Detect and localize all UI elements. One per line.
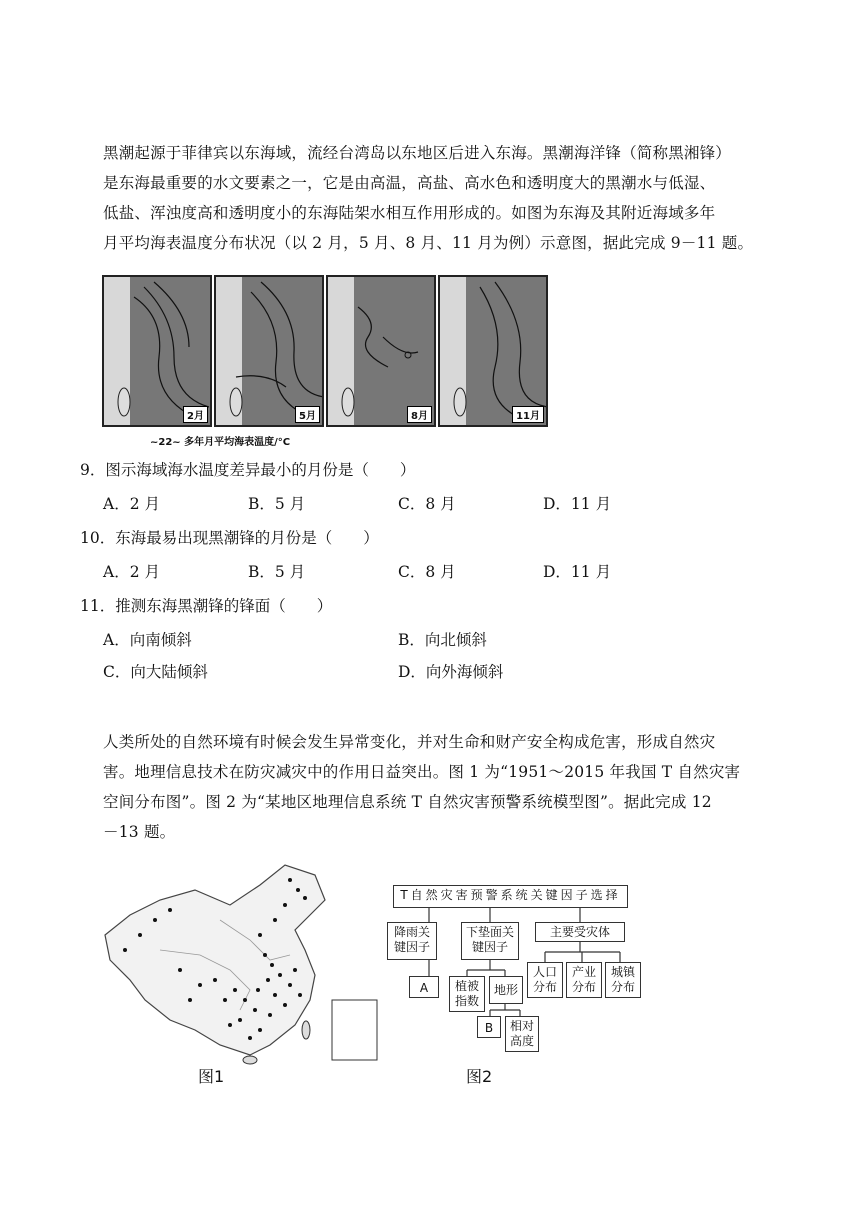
diagram-title-box: T自然灾害预警系统关键因子选择 [393,885,628,908]
warning-system-diagram [385,880,645,1070]
terrain-box: 地形 [489,976,523,1004]
relative-height-box: 相对高度 [505,1016,539,1052]
question-9-stem: 9．图示海域海水温度差异最小的月份是（ ） [80,461,416,479]
month-label: 5月 [295,406,320,423]
isotherm-lines [440,277,548,427]
q10-option-b: B．5 月 [248,563,306,581]
question-11-stem: 11．推测东海黑潮锋的锋面（ ） [80,597,333,615]
population-box: 人口分布 [527,962,563,998]
vegetation-index-box: 植被指数 [449,976,485,1012]
rain-factor-box: 降雨关键因子 [387,922,437,960]
q9-option-b: B．5 月 [248,495,306,513]
surface-factor-box: 下垫面关键因子 [461,922,519,960]
china-disaster-map [100,860,385,1070]
q10-option-d: D．11 月 [543,563,612,581]
month-label: 2月 [183,406,208,423]
month-label: 11月 [512,406,544,423]
q11-option-d: D．向外海倾斜 [398,663,504,681]
q11-option-c: C．向大陆倾斜 [103,663,208,681]
passage-2-line: 人类所处的自然环境有时候会发生异常变化，并对生命和财产安全构成危害，形成自然灾 [103,733,716,751]
q10-option-c: C．8 月 [398,563,456,581]
month-label: 8月 [407,406,432,423]
sst-map-panel [102,275,212,427]
figure-1-label: 图1 [198,1067,225,1086]
question-10-stem: 10．东海最易出现黑潮锋的月份是（ ） [80,529,379,547]
sst-map-panel [326,275,436,427]
q9-option-c: C．8 月 [398,495,456,513]
q9-option-a: A．2 月 [103,495,160,513]
figure-2-label: 图2 [466,1067,493,1086]
sst-map-panel [214,275,324,427]
town-box: 城镇分布 [605,962,641,998]
q11-option-a: A．向南倾斜 [103,631,192,649]
passage-2-line: －13 题。 [103,823,176,841]
passage-1-line: 月平均海表温度分布状况（以 2 月，5 月、8 月、11 月为例）示意图，据此完成 9－11 题。 [103,234,754,252]
passage-1-line: 低盐、浑浊度高和透明度小的东海陆架水相互作用形成的。如图为东海及其附近海域多年 [103,204,716,222]
sst-maps-figure [102,275,550,430]
q11-option-b: B．向北倾斜 [398,631,487,649]
sst-map-panel [438,275,548,427]
passage-2 [103,727,783,847]
isotherm-lines [104,277,212,427]
industry-box: 产业分布 [566,962,602,998]
passage-1 [103,138,783,258]
q9-option-d: D．11 月 [543,495,612,513]
factor-b-box: B [477,1016,501,1038]
q10-option-a: A．2 月 [103,563,160,581]
isotherm-lines [216,277,324,427]
bearer-box: 主要受灾体 [535,922,625,942]
passage-1-line: 是东海最重要的水文要素之一，它是由高温，高盐、高水色和透明度大的黑潮水与低湿、 [103,174,716,192]
isotherm-lines [328,277,436,427]
factor-a-box: A [409,976,439,998]
passage-2-line: 害。地理信息技术在防灾减灾中的作用日益突出。图 1 为“1951～2015 年我国 T 自然灾害 [103,763,741,781]
passage-2-line: 空间分布图”。图 2 为“某地区地理信息系统 T 自然灾害预警系统模型图”。据此完成 12 [103,793,712,811]
passage-1-line: 黑潮起源于菲律宾以东海域，流经台湾岛以东地区后进入东海。黑潮海洋锋（简称黑湘锋） [103,144,732,162]
sst-maps-caption: ~22~ 多年月平均海表温度/°C [150,437,291,448]
